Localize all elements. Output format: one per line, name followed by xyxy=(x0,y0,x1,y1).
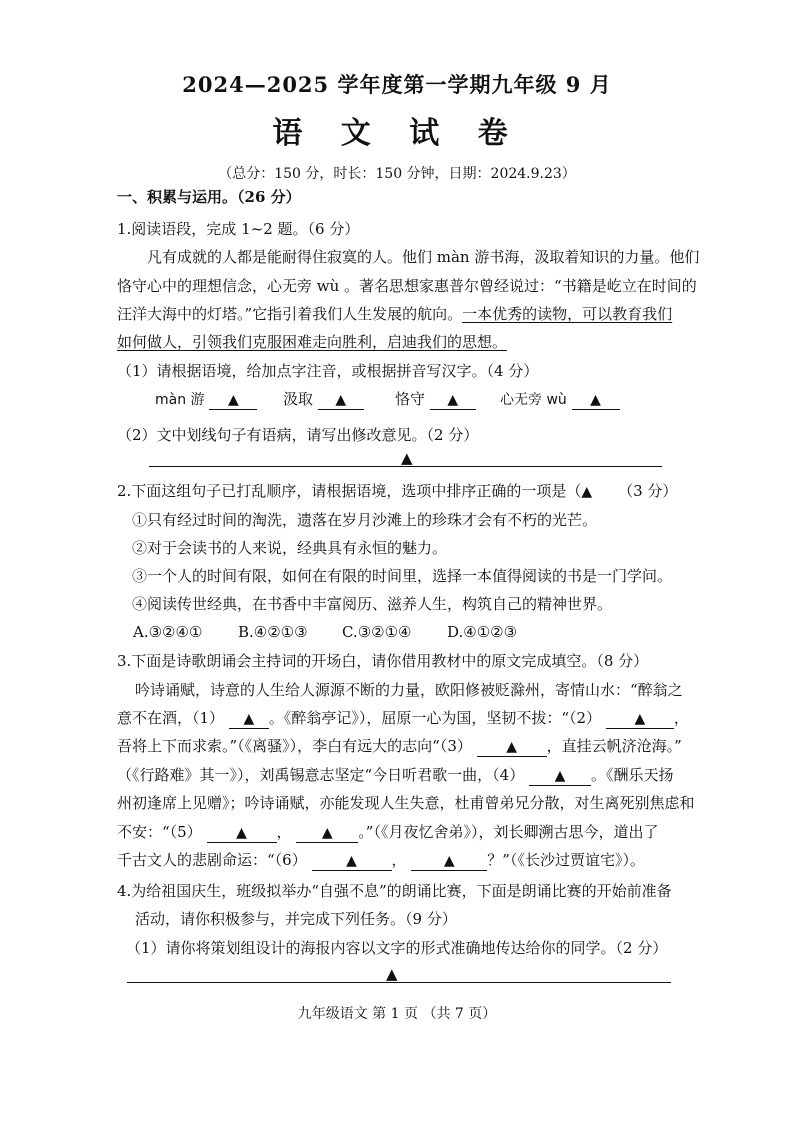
q3-text: ， xyxy=(276,823,292,841)
q1-passage-line xyxy=(117,331,507,353)
q1-passage-text: 汪洋大海中的灯塔。”它指引着我们人生发展的航向。 xyxy=(117,305,463,323)
q1-word-blank xyxy=(395,388,476,410)
answer-mark-icon: ▲ xyxy=(443,853,455,869)
q2-option[interactable]: D.④①②③ xyxy=(447,623,518,641)
q1-passage-line xyxy=(117,303,672,325)
q3-text: ， xyxy=(391,851,407,869)
q4-sub1: （1）请你将策划组设计的海报内容以文字的形式准确地传达给你的同学。（2 分） xyxy=(126,939,668,957)
q1-passage-line: 恪守心中的理想信念，心无旁 wù 。著名思想家惠普尔曾经说过：“书籍是屹立在时间的 xyxy=(117,277,697,295)
answer-mark-icon: ▲ xyxy=(506,739,518,755)
answer-mark-icon: ▲ xyxy=(321,825,333,841)
q3-text: ， xyxy=(673,709,689,727)
q1-sub1: （1）请根据语境，给加点字注音，或根据拼音写汉字。（4 分） xyxy=(117,362,539,380)
answer-mark-icon: ▲ xyxy=(447,392,459,408)
q2-score: （3 分） xyxy=(618,482,678,500)
exam-meta: （总分：150 分，时长：150 分钟，日期：2024.9.23） xyxy=(218,166,576,182)
answer-mark-icon: ▲ xyxy=(401,449,413,467)
answer-mark-icon: ▲ xyxy=(581,484,593,500)
answer-mark-icon: ▲ xyxy=(335,392,347,408)
exam-subject-title: 语 文 试 卷 xyxy=(272,116,522,151)
q1-stem: 1.阅读语段，完成 1~2 题。（6 分） xyxy=(117,220,360,238)
q3-line xyxy=(117,735,682,757)
q3-text: 。”（《月夜忆舍弟》），刘长卿溯古思今，道出了 xyxy=(358,823,659,841)
answer-blank[interactable] xyxy=(209,390,257,410)
q3-text: 。《酬乐天扬 xyxy=(591,766,674,784)
q3-text: ？”（《长沙过贾谊宅》）。 xyxy=(487,851,645,869)
answer-blank[interactable] xyxy=(296,823,358,843)
q2-sentence: ③一个人的时间有限，如何在有限的时间里，选择一本值得阅读的书是一门学问。 xyxy=(132,567,673,585)
q3-text: ，直挂云帆济沧海。” xyxy=(546,737,682,755)
answer-mark-icon: ▲ xyxy=(554,768,566,784)
q3-line xyxy=(117,849,645,871)
answer-blank[interactable] xyxy=(572,390,620,410)
q3-text: 。《醉翁亭记》），屈原一心为国，坚韧不拔：“（2） xyxy=(268,709,602,727)
answer-mark-icon: ▲ xyxy=(590,392,601,408)
q2-option[interactable]: A.③②④① xyxy=(133,623,203,641)
q3-stem: 3.下面是诗歌朗诵会主持词的开场白，请你借用教材中的原文完成填空。（8 分） xyxy=(117,652,649,670)
answer-blank[interactable] xyxy=(477,737,547,757)
q4-stem: 活动，请你积极参与，并完成下列任务。（9 分） xyxy=(135,910,457,928)
answer-mark-icon: ▲ xyxy=(227,392,239,408)
q3-line: 吟诗诵赋，诗意的人生给人源源不断的力量，欧阳修被贬滁州，寄情山水：“醉翁之 xyxy=(135,681,683,699)
q3-text: 吾将上下而求索。”（《离骚》），李白有远大的志向“（3） xyxy=(117,737,472,755)
answer-blank[interactable] xyxy=(529,766,591,786)
answer-blank[interactable] xyxy=(411,851,487,871)
q2-sentence: ②对于会读书的人来说，经典具有永恒的魅力。 xyxy=(132,539,448,557)
answer-blank[interactable] xyxy=(318,390,364,410)
answer-mark-icon: ▲ xyxy=(346,853,357,869)
q2-option[interactable]: B.④②①③ xyxy=(238,623,308,641)
q3-text: 千古文人的悲剧命运：“（6） xyxy=(117,851,307,869)
q2-sentence: ①只有经过时间的淘洗，遗落在岁月沙滩上的珍珠才会有不朽的光芒。 xyxy=(132,511,598,529)
q3-text: （《行路难》其一》），刘禹锡意志坚定“今日听君歌一曲，（4） xyxy=(117,766,525,784)
answer-blank[interactable] xyxy=(207,823,277,843)
q1-sub2: （2）文中划线句子有语病，请写出修改意见。（2 分） xyxy=(117,426,479,444)
q3-line: 州初逢席上见赠》；吟诗诵赋，亦能发现人生失意，杜甫曾弟兄分散，对生离死别焦虑和 xyxy=(117,794,695,812)
answer-line[interactable] xyxy=(127,982,671,983)
q3-text: 意不在酒，（1） xyxy=(117,709,225,727)
answer-mark-icon: ▲ xyxy=(634,711,646,727)
answer-blank[interactable] xyxy=(606,709,674,729)
q1-word: màn 游 xyxy=(155,392,205,408)
q1-word-blank xyxy=(155,388,257,411)
answer-blank[interactable] xyxy=(430,390,476,410)
q1-underlined-sentence: 一本优秀的读物，可以教育我们 xyxy=(462,305,673,323)
section-heading: 一、积累与运用。（26 分） xyxy=(117,188,301,206)
q2-stem xyxy=(117,480,677,503)
answer-mark-icon: ▲ xyxy=(386,965,398,983)
q3-line xyxy=(117,764,674,786)
page-footer: 九年级语文 第 1 页 （共 7 页） xyxy=(297,1006,497,1022)
q3-text: 不安：“（5） xyxy=(117,823,202,841)
q1-passage-line: 凡有成就的人都是能耐得住寂寞的人。他们 màn 游书海，汲取着知识的力量。他们 xyxy=(147,248,700,266)
q1-word: 汲取 xyxy=(283,390,314,408)
q1-word-blank xyxy=(500,388,620,411)
q4-stem: 4.为给祖国庆生，班级拟举办“自强不息”的朗诵比赛，下面是朗诵比赛的开始前准备 xyxy=(117,882,672,900)
q2-stem-text: 2.下面这组句子已打乱顺序，请根据语境，选项中排序正确的一项是（ xyxy=(117,482,582,500)
answer-mark-icon: ▲ xyxy=(243,711,255,727)
answer-blank[interactable] xyxy=(229,709,269,729)
q1-word: 恪守 xyxy=(395,390,426,408)
q1-word-blank xyxy=(283,388,364,410)
q3-line xyxy=(117,707,689,729)
answer-blank[interactable] xyxy=(312,851,392,871)
q1-word: 心无旁 wù xyxy=(500,392,567,408)
q1-underlined-sentence: 如何做人，引领我们克服困难走向胜利，启迪我们的思想。 xyxy=(117,333,508,351)
answer-mark-icon: ▲ xyxy=(236,825,247,841)
q2-option[interactable]: C.③②①④ xyxy=(342,623,412,641)
q3-line xyxy=(117,821,658,843)
exam-term-title: 2024—2025 学年度第一学期九年级 9 月 xyxy=(182,72,612,97)
q2-sentence: ④阅读传世经典，在书香中丰富阅历、滋养人生，构筑自己的精神世界。 xyxy=(132,595,613,613)
